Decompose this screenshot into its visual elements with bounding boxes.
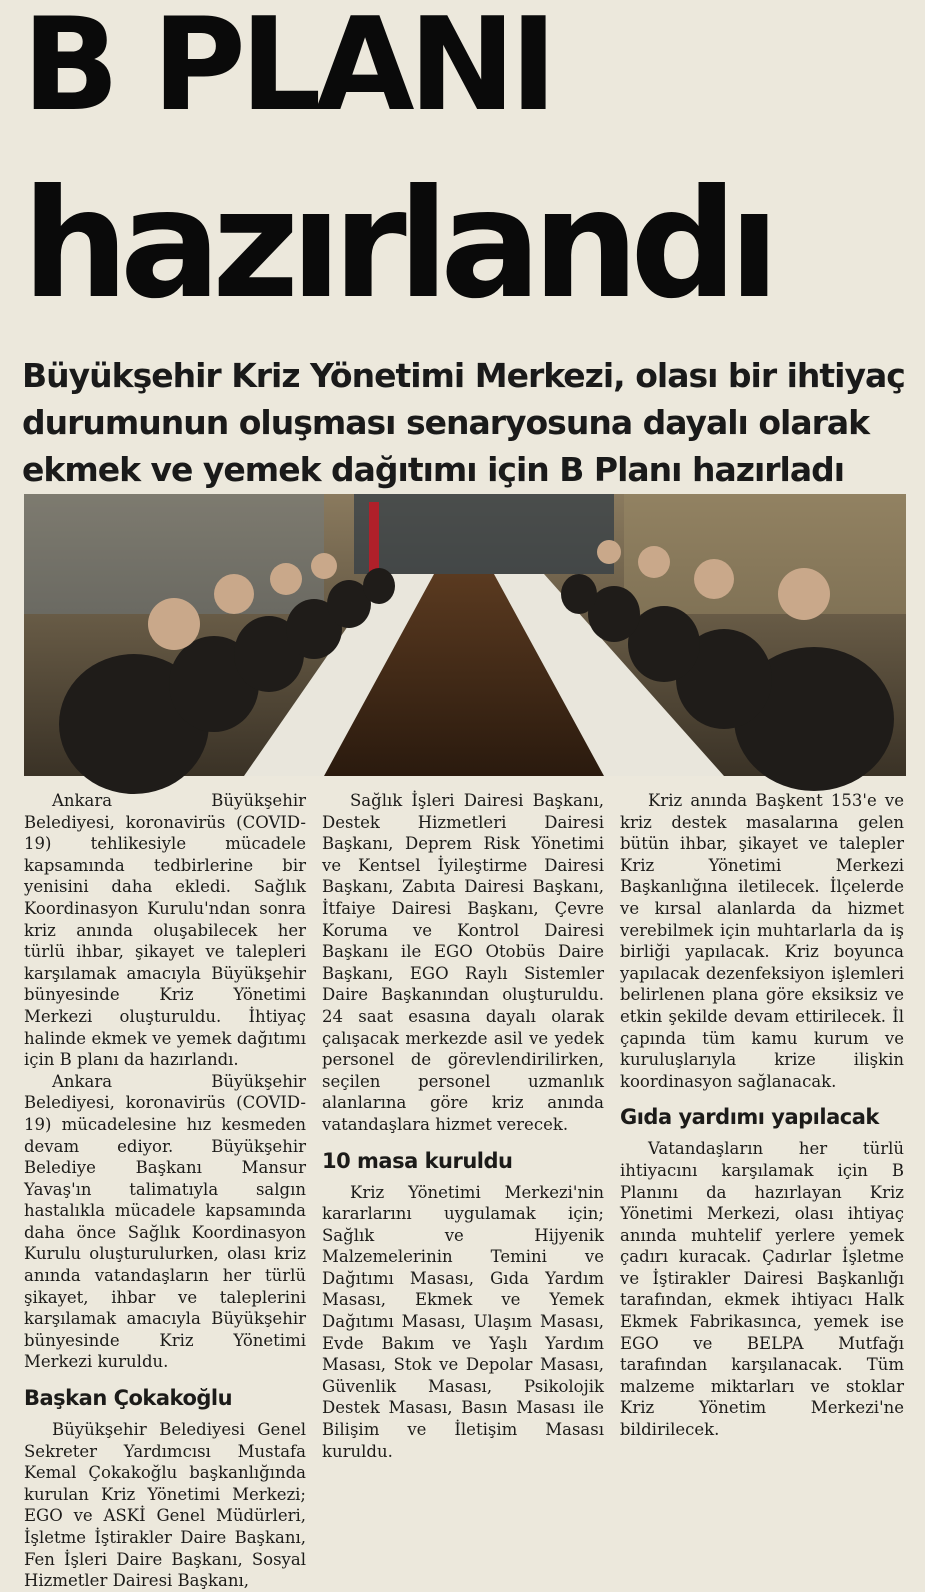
paragraph: Ankara Büyükşehir Belediyesi, koronavirüs (COVID-19) tehlikesiyle mücadele kapsamında tedbirlerine bir yenisini daha ekledi. Sağlık Koordinasyon Kurulu'ndan sonra kriz anında oluşabilecek her türlü ihbar, şikayet ve talepleri karşılamak amacıyla Büyükşehir bünyesinde Kriz Yönetimi Merkezi oluşturuldu. İhtiyaç halinde ekmek ve yemek dağıtımı için B planı da hazırlandı. xyxy=(24,791,306,1070)
subheading-masa: 10 masa kuruldu xyxy=(322,1148,513,1173)
subheading-baskan: Başkan Çokakoğlu xyxy=(24,1386,233,1411)
paragraph: Ankara Büyükşehir Belediyesi, koronavirüs (COVID-19) mücadelesine hız kesmeden devam ediyor. Büyükşehir Belediye Başkanı Mansur Yavaş'ın talimatıyla salgın hastalıkla mücadele kapsamında daha önce Sağlık Koordinasyon Kurulu oluşturulurken, olası kriz anında vatandaşların her türlü şikayet, ihbar ve taleplerini karşılamak amacıyla Büyükşehir bünyesinde Kriz Yönetimi Merkezi kuruldu. xyxy=(24,1071,306,1372)
paragraph: Büyükşehir Belediyesi Genel Sekreter Yardımcısı Mustafa Kemal Çokakoğlu başkanlığında kurulan Kriz Yönetimi Merkezi; EGO ve ASKİ Genel Müdürleri, İşletme İştirakler Daire Başkanı, Fen İşleri Daire Başkanı, Sosyal Hizmetler Dairesi Başkanı, xyxy=(24,1420,306,1591)
article-column-3 xyxy=(620,790,904,1550)
article-column-2 xyxy=(322,790,604,1550)
deck-line-3: ekmek ve yemek dağıtımı için B Planı hazırladı xyxy=(22,450,845,489)
headline-line-2: hazırlandı xyxy=(22,158,771,332)
paragraph: Kriz Yönetimi Merkezi'nin kararlarını uygulamak için; Sağlık ve Hijyenik Malzemelerinin Temini ve Dağıtımı Masası, Gıda Yardım Masası, Ekmek ve Yemek Dağıtımı Masası, Ulaşım Masası, Evde Bakım ve Yaşlı Yardım Masası, Stok ve Depolar Masası, Güvenlik Masası, Psikolojik Destek Masası, Basın Masası ile Bilişim ve İletişim Masası kuruldu. xyxy=(322,1182,604,1461)
article-column-1 xyxy=(24,790,306,1591)
meeting-photo-illustration xyxy=(24,494,906,776)
paragraph: Vatandaşların her türlü ihtiyacını karşılamak için B Planını da hazırlayan Kriz Yönetimi Merkezi, olası ihtiyaç anında muhtelif yerlere yemek çadırı kuracak. Çadırlar İşletme ve İştirakler Dairesi Başkanlığı tarafından, ekmek ihtiyacı Halk Ekmek Fabrikasınca, yemek ise EGO ve BELPA Mutfağı tarafından karşılanacak. Tüm malzeme miktarları ve stoklar Kriz Yönetim Merkezi'ne bildirilecek. xyxy=(620,1139,904,1440)
meeting-photo xyxy=(24,494,906,776)
deck-line-2: durumunun oluşması senaryosuna dayalı olarak xyxy=(22,403,870,442)
paragraph: Sağlık İşleri Dairesi Başkanı, Destek Hizmetleri Dairesi Başkanı, Deprem Risk Yönetimi ve Kentsel İyileştirme Dairesi Başkanı, Zabıta Dairesi Başkanı, İtfaiye Dairesi Başkanı, Çevre Koruma ve Kontrol Dairesi Başkanı ile EGO Otobüs Daire Başkanı, EGO Raylı Sistemler Daire Başkanından oluşturuldu. 24 saat esasına dayalı olarak çalışacak merkezde asil ve yedek personel de görevlendirilirken, seçilen personel uzmanlık alanlarına göre kriz anında vatandaşlara hizmet verecek. xyxy=(322,791,604,1134)
subheading-gida: Gıda yardımı yapılacak xyxy=(620,1105,879,1130)
headline-line-1: B PLANI xyxy=(22,0,552,140)
deck-line-1: Büyükşehir Kriz Yönetimi Merkezi, olası bir ihtiyaç xyxy=(22,356,905,395)
deck xyxy=(22,352,912,493)
paragraph: Kriz anında Başkent 153'e ve kriz destek masalarına gelen bütün ihbar, şikayet ve talepler Kriz Yönetimi Merkezi Başkanlığına iletilecek. İlçelerde ve kırsal alanlarda da hizmet verebilmek için muhtarlarla da iş birliği yapılacak. Kriz boyunca yapılacak dezenfeksiyon işlemleri belirlenen plana göre eksiksiz ve etkin şekilde devam ettirilecek. İl çapında tüm kamu kurum ve kuruluşlarıyla krize ilişkin koordinasyon sağlanacak. xyxy=(620,791,904,1091)
